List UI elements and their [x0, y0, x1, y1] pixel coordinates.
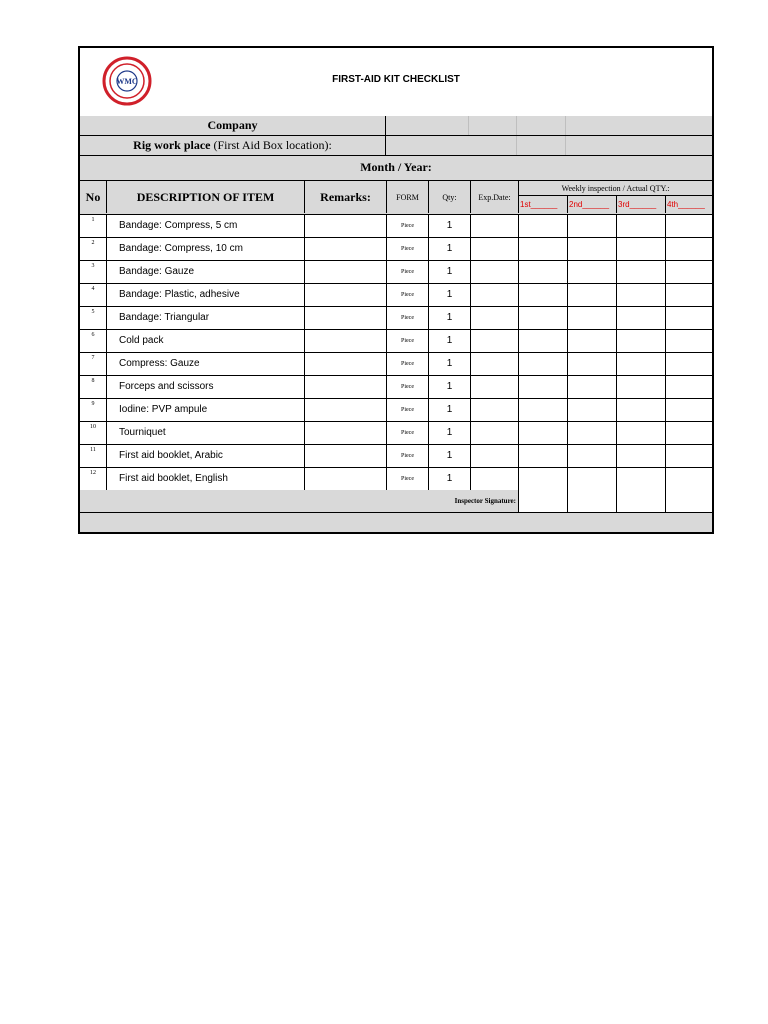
item-number: 2 — [80, 238, 107, 260]
item-form: Piece — [387, 284, 429, 306]
item-exp-date-cell[interactable] — [471, 307, 519, 329]
footer-row — [80, 513, 712, 532]
item-number: 11 — [80, 445, 107, 467]
item-week-4-cell[interactable] — [666, 238, 712, 260]
month-year-label: Month / Year: — [360, 160, 432, 174]
item-exp-date-cell[interactable] — [471, 238, 519, 260]
item-week-2-cell[interactable] — [568, 376, 617, 398]
rig-work-place-label: Rig work place (First Aid Box location): — [80, 136, 386, 155]
item-week-1-cell[interactable] — [519, 422, 568, 444]
header-exp-date: Exp.Date: — [471, 181, 519, 213]
item-remarks-cell[interactable] — [305, 238, 387, 260]
item-form: Piece — [387, 468, 429, 490]
item-description: Bandage: Gauze — [107, 261, 305, 283]
item-form: Piece — [387, 215, 429, 237]
header-remarks: Remarks: — [305, 181, 387, 213]
item-qty: 1 — [429, 468, 471, 490]
item-week-2-cell[interactable] — [568, 399, 617, 421]
table-row — [80, 261, 712, 284]
item-number: 5 — [80, 307, 107, 329]
item-exp-date-cell[interactable] — [471, 399, 519, 421]
inspector-signature-label: Inspector Signature: — [80, 490, 519, 512]
signature-week-4[interactable] — [666, 490, 712, 512]
item-week-2-cell[interactable] — [568, 422, 617, 444]
item-week-3-cell[interactable] — [617, 307, 666, 329]
item-week-4-cell[interactable] — [666, 307, 712, 329]
item-qty: 1 — [429, 330, 471, 352]
item-week-2-cell[interactable] — [568, 238, 617, 260]
item-week-1-cell[interactable] — [519, 353, 568, 375]
item-week-3-cell[interactable] — [617, 330, 666, 352]
item-remarks-cell[interactable] — [305, 468, 387, 490]
item-exp-date-cell[interactable] — [471, 376, 519, 398]
week-4-label: 4th______ — [667, 200, 705, 209]
item-number: 3 — [80, 261, 107, 283]
item-remarks-cell[interactable] — [305, 399, 387, 421]
table-header — [80, 181, 712, 215]
item-week-1-cell[interactable] — [519, 238, 568, 260]
item-exp-date-cell[interactable] — [471, 284, 519, 306]
company-row — [80, 116, 712, 136]
item-week-2-cell[interactable] — [568, 353, 617, 375]
item-qty: 1 — [429, 215, 471, 237]
item-week-3-cell[interactable] — [617, 238, 666, 260]
item-description: Bandage: Compress, 10 cm — [107, 238, 305, 260]
item-exp-date-cell[interactable] — [471, 215, 519, 237]
inspector-signature-row — [80, 490, 712, 513]
checklist-sheet — [78, 46, 714, 534]
signature-week-1[interactable] — [519, 490, 568, 512]
item-week-4-cell[interactable] — [666, 284, 712, 306]
item-number: 1 — [80, 215, 107, 237]
item-exp-date-cell[interactable] — [471, 330, 519, 352]
item-qty: 1 — [429, 376, 471, 398]
item-description: Cold pack — [107, 330, 305, 352]
header-form: FORM — [387, 181, 429, 213]
item-qty: 1 — [429, 353, 471, 375]
item-form: Piece — [387, 376, 429, 398]
item-form: Piece — [387, 422, 429, 444]
month-year-row — [80, 156, 712, 181]
item-week-3-cell[interactable] — [617, 376, 666, 398]
table-row — [80, 468, 712, 491]
table-row — [80, 422, 712, 445]
item-week-2-cell[interactable] — [568, 261, 617, 283]
item-week-3-cell[interactable] — [617, 261, 666, 283]
header-no: No — [80, 181, 107, 213]
item-week-2-cell[interactable] — [568, 468, 617, 490]
table-row — [80, 284, 712, 307]
item-number: 8 — [80, 376, 107, 398]
item-week-1-cell[interactable] — [519, 376, 568, 398]
week-2-label: 2nd______ — [568, 196, 617, 213]
item-qty: 1 — [429, 284, 471, 306]
item-week-3-cell[interactable] — [617, 468, 666, 490]
item-week-3-cell[interactable] — [617, 215, 666, 237]
item-description: Bandage: Triangular — [107, 307, 305, 329]
weekly-inspection-header — [519, 181, 712, 213]
item-remarks-cell[interactable] — [305, 284, 387, 306]
company-field[interactable] — [386, 116, 712, 135]
item-week-3-cell[interactable] — [617, 353, 666, 375]
item-form: Piece — [387, 445, 429, 467]
signature-week-3[interactable] — [617, 490, 666, 512]
rig-work-place-row — [80, 136, 712, 156]
weekly-inspection-title: Weekly inspection / Actual QTY.: — [519, 181, 712, 196]
item-week-2-cell[interactable] — [568, 215, 617, 237]
item-number: 10 — [80, 422, 107, 444]
table-row — [80, 238, 712, 261]
item-number: 6 — [80, 330, 107, 352]
item-week-2-cell[interactable] — [568, 284, 617, 306]
item-qty: 1 — [429, 261, 471, 283]
item-remarks-cell[interactable] — [305, 330, 387, 352]
item-week-1-cell[interactable] — [519, 468, 568, 490]
item-exp-date-cell[interactable] — [471, 353, 519, 375]
item-form: Piece — [387, 353, 429, 375]
item-exp-date-cell[interactable] — [471, 445, 519, 467]
item-week-4-cell[interactable] — [666, 261, 712, 283]
item-description: Forceps and scissors — [107, 376, 305, 398]
table-row — [80, 445, 712, 468]
week-3-label: 3rd______ — [617, 196, 666, 213]
table-row — [80, 353, 712, 376]
item-remarks-cell[interactable] — [305, 422, 387, 444]
item-remarks-cell[interactable] — [305, 307, 387, 329]
item-form: Piece — [387, 261, 429, 283]
item-week-1-cell[interactable] — [519, 330, 568, 352]
item-description: Tourniquet — [107, 422, 305, 444]
item-number: 7 — [80, 353, 107, 375]
item-form: Piece — [387, 238, 429, 260]
item-week-2-cell[interactable] — [568, 445, 617, 467]
item-week-1-cell[interactable] — [519, 284, 568, 306]
header-qty: Qty: — [429, 181, 471, 213]
item-week-4-cell[interactable] — [666, 330, 712, 352]
table-row — [80, 399, 712, 422]
item-week-4-cell[interactable] — [666, 353, 712, 375]
signature-week-2[interactable] — [568, 490, 617, 512]
item-form: Piece — [387, 399, 429, 421]
header-description: DESCRIPTION OF ITEM — [107, 181, 305, 213]
item-week-1-cell[interactable] — [519, 261, 568, 283]
item-week-4-cell[interactable] — [666, 399, 712, 421]
rig-work-place-field[interactable] — [386, 136, 712, 155]
item-qty: 1 — [429, 399, 471, 421]
table-row — [80, 376, 712, 399]
item-qty: 1 — [429, 307, 471, 329]
item-week-1-cell[interactable] — [519, 307, 568, 329]
company-label: Company — [80, 116, 386, 135]
item-remarks-cell[interactable] — [305, 215, 387, 237]
item-week-1-cell[interactable] — [519, 215, 568, 237]
item-number: 4 — [80, 284, 107, 306]
item-description: Bandage: Plastic, adhesive — [107, 284, 305, 306]
item-week-1-cell[interactable] — [519, 399, 568, 421]
title-row — [80, 48, 712, 118]
item-week-2-cell[interactable] — [568, 330, 617, 352]
item-remarks-cell[interactable] — [305, 376, 387, 398]
item-qty: 1 — [429, 422, 471, 444]
item-form: Piece — [387, 307, 429, 329]
item-description: Bandage: Compress, 5 cm — [107, 215, 305, 237]
logo-text: WMC — [116, 77, 138, 86]
item-week-4-cell[interactable] — [666, 445, 712, 467]
item-remarks-cell[interactable] — [305, 261, 387, 283]
item-form: Piece — [387, 330, 429, 352]
item-week-3-cell[interactable] — [617, 445, 666, 467]
item-week-4-cell[interactable] — [666, 468, 712, 490]
table-row — [80, 215, 712, 238]
item-exp-date-cell[interactable] — [471, 261, 519, 283]
item-number: 9 — [80, 399, 107, 421]
item-week-2-cell[interactable] — [568, 307, 617, 329]
item-week-4-cell[interactable] — [666, 215, 712, 237]
item-week-4-cell[interactable] — [666, 422, 712, 444]
item-week-1-cell[interactable] — [519, 445, 568, 467]
item-week-3-cell[interactable] — [617, 399, 666, 421]
item-week-3-cell[interactable] — [617, 284, 666, 306]
item-qty: 1 — [429, 445, 471, 467]
item-exp-date-cell[interactable] — [471, 468, 519, 490]
item-description: Compress: Gauze — [107, 353, 305, 375]
item-week-3-cell[interactable] — [617, 422, 666, 444]
item-description: First aid booklet, Arabic — [107, 445, 305, 467]
document-title: FIRST-AID KIT CHECKLIST — [332, 74, 460, 85]
week-1-label: 1st______ — [519, 196, 568, 213]
item-qty: 1 — [429, 238, 471, 260]
item-description: Iodine: PVP ampule — [107, 399, 305, 421]
item-remarks-cell[interactable] — [305, 353, 387, 375]
item-exp-date-cell[interactable] — [471, 422, 519, 444]
item-number: 12 — [80, 468, 107, 490]
item-remarks-cell[interactable] — [305, 445, 387, 467]
table-row — [80, 307, 712, 330]
table-row — [80, 330, 712, 353]
item-week-4-cell[interactable] — [666, 376, 712, 398]
item-description: First aid booklet, English — [107, 468, 305, 490]
